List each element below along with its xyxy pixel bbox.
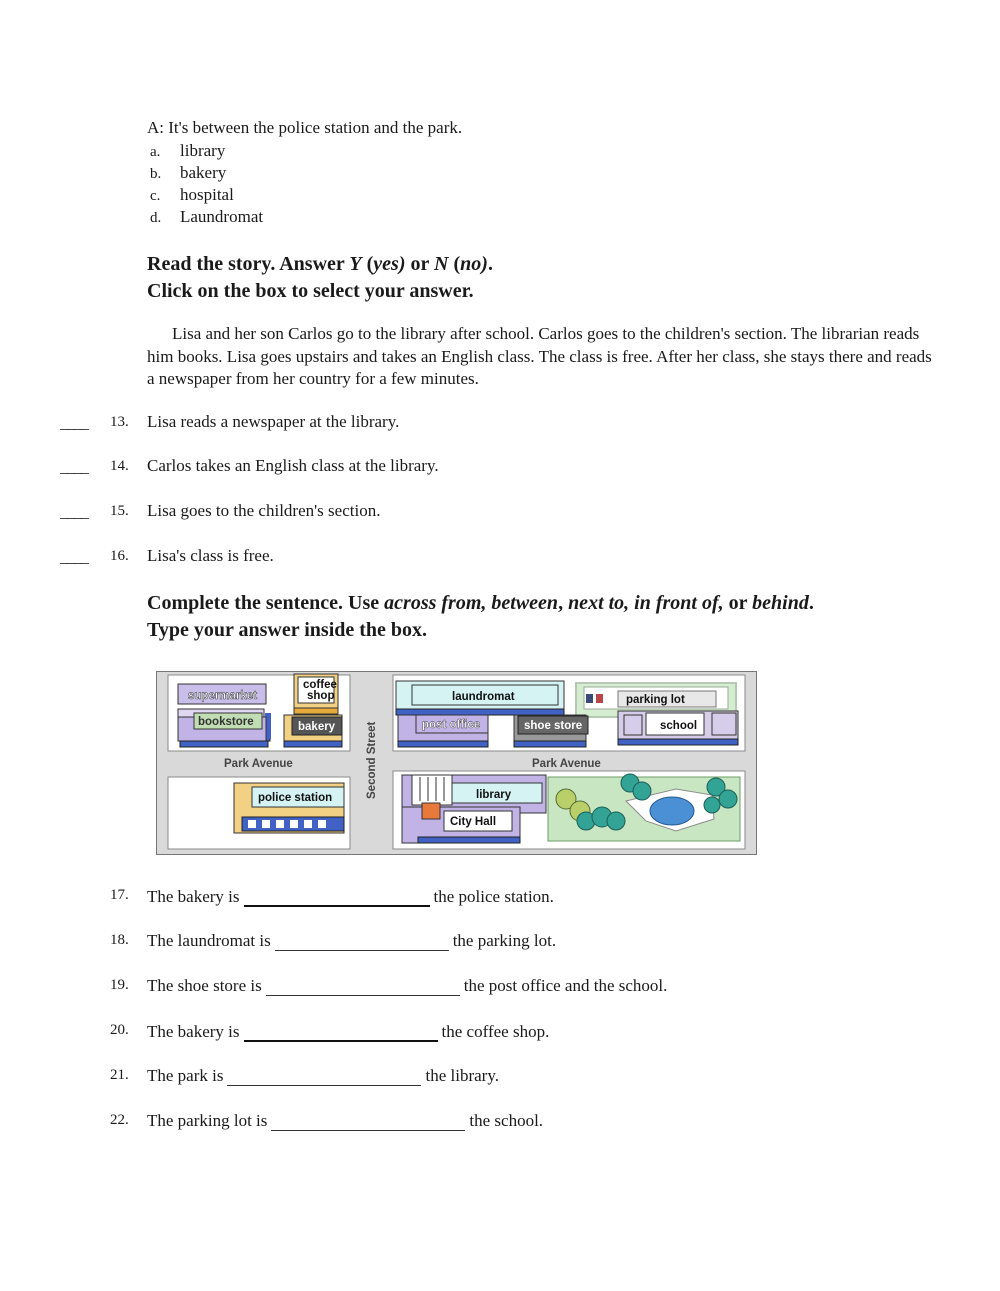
label-park-avenue-right: Park Avenue — [532, 758, 601, 770]
complete-instruction-line1: Complete the sentence. Use across from, between, next to, in front of, or behind. — [147, 592, 814, 614]
sentence-22: The parking lot is the school. — [147, 1111, 544, 1130]
item-number: 20. — [110, 1022, 129, 1038]
item-number: 13. — [110, 414, 129, 430]
label-parking-lot: parking lot — [626, 694, 685, 706]
option-letter: a. — [150, 144, 161, 160]
answer-box-16[interactable]: ____ — [60, 549, 88, 566]
sentence-19: The shoe store is the post office and the school. — [147, 976, 668, 995]
police-station-building — [234, 783, 344, 833]
label-coffee-1: coffee — [303, 679, 337, 691]
label-school: school — [660, 720, 698, 732]
label-bookstore: bookstore — [198, 716, 254, 728]
label-coffee-2: shop — [307, 690, 335, 702]
label-supermarket: supermarket — [188, 690, 258, 702]
option-text: Laundromat — [180, 207, 264, 226]
item-number: 18. — [110, 932, 129, 948]
option-letter: b. — [150, 166, 162, 182]
label-library: library — [476, 789, 512, 801]
answer-input-19[interactable] — [266, 975, 460, 996]
item-number: 19. — [110, 977, 129, 993]
label-second-street: Second Street — [366, 721, 378, 799]
answer-box-15[interactable]: ____ — [60, 504, 88, 521]
option-letter: d. — [150, 210, 162, 226]
item-number: 15. — [110, 503, 129, 519]
car-icon — [596, 694, 603, 703]
label-bakery: bakery — [298, 721, 336, 733]
sentence-21: The park is the library. — [147, 1066, 499, 1085]
option-text: bakery — [180, 163, 227, 182]
complete-instructions — [147, 590, 814, 644]
street-map — [156, 671, 757, 855]
label-police-station: police station — [258, 792, 333, 804]
option-d[interactable] — [150, 207, 263, 227]
park-area — [548, 774, 740, 841]
answer-input-21[interactable] — [227, 1065, 421, 1086]
item-number: 22. — [110, 1112, 129, 1128]
option-c[interactable] — [150, 185, 234, 205]
option-text: library — [180, 141, 226, 160]
item-number: 17. — [110, 887, 129, 903]
item-text: Lisa goes to the children's section. — [147, 501, 381, 520]
answer-box-14[interactable]: ____ — [60, 459, 88, 476]
answer-input-20[interactable] — [244, 1020, 438, 1042]
story-paragraph: Lisa and her son Carlos go to the library after school. Carlos goes to the children's section. The librarian reads him books. Lisa goes upstairs and takes an English class. The class is free. After her class, she stays there and reads a newspaper from her country for a few minutes. — [147, 324, 932, 389]
item-text: Lisa's class is free. — [147, 546, 274, 565]
previous-answer-line: A: It's between the police station and the park. — [147, 118, 463, 137]
story-instructions — [147, 251, 493, 305]
sentence-17: The bakery is the police station. — [147, 887, 554, 906]
label-park-avenue-left: Park Avenue — [224, 758, 293, 770]
story-instruction-line1: Read the story. Answer Y (yes) or N (no). — [147, 253, 493, 275]
item-number: 14. — [110, 458, 129, 474]
sentence-18: The laundromat is the parking lot. — [147, 931, 557, 950]
pond-shape — [650, 797, 694, 825]
sentence-20: The bakery is the coffee shop. — [147, 1022, 550, 1041]
label-shoe-store: shoe store — [524, 720, 583, 732]
item-text: Lisa reads a newspaper at the library. — [147, 412, 400, 431]
option-b[interactable] — [150, 163, 226, 183]
item-number: 21. — [110, 1067, 129, 1083]
story-instruction-line2: Click on the box to select your answer. — [147, 280, 474, 302]
label-laundromat: laundromat — [452, 691, 515, 703]
item-number: 16. — [110, 548, 129, 564]
option-letter: c. — [150, 188, 161, 204]
label-post-office: post office — [422, 719, 481, 731]
option-a[interactable] — [150, 141, 225, 161]
complete-instruction-line2: Type your answer inside the box. — [147, 619, 428, 641]
option-text: hospital — [180, 185, 234, 204]
answer-box-13[interactable]: ____ — [60, 415, 88, 432]
answer-input-17[interactable] — [244, 885, 430, 907]
answer-input-22[interactable] — [271, 1110, 465, 1131]
answer-input-18[interactable] — [275, 930, 449, 951]
car-icon — [586, 694, 593, 703]
item-text: Carlos takes an English class at the library. — [147, 456, 439, 475]
label-city-hall: City Hall — [450, 816, 497, 828]
